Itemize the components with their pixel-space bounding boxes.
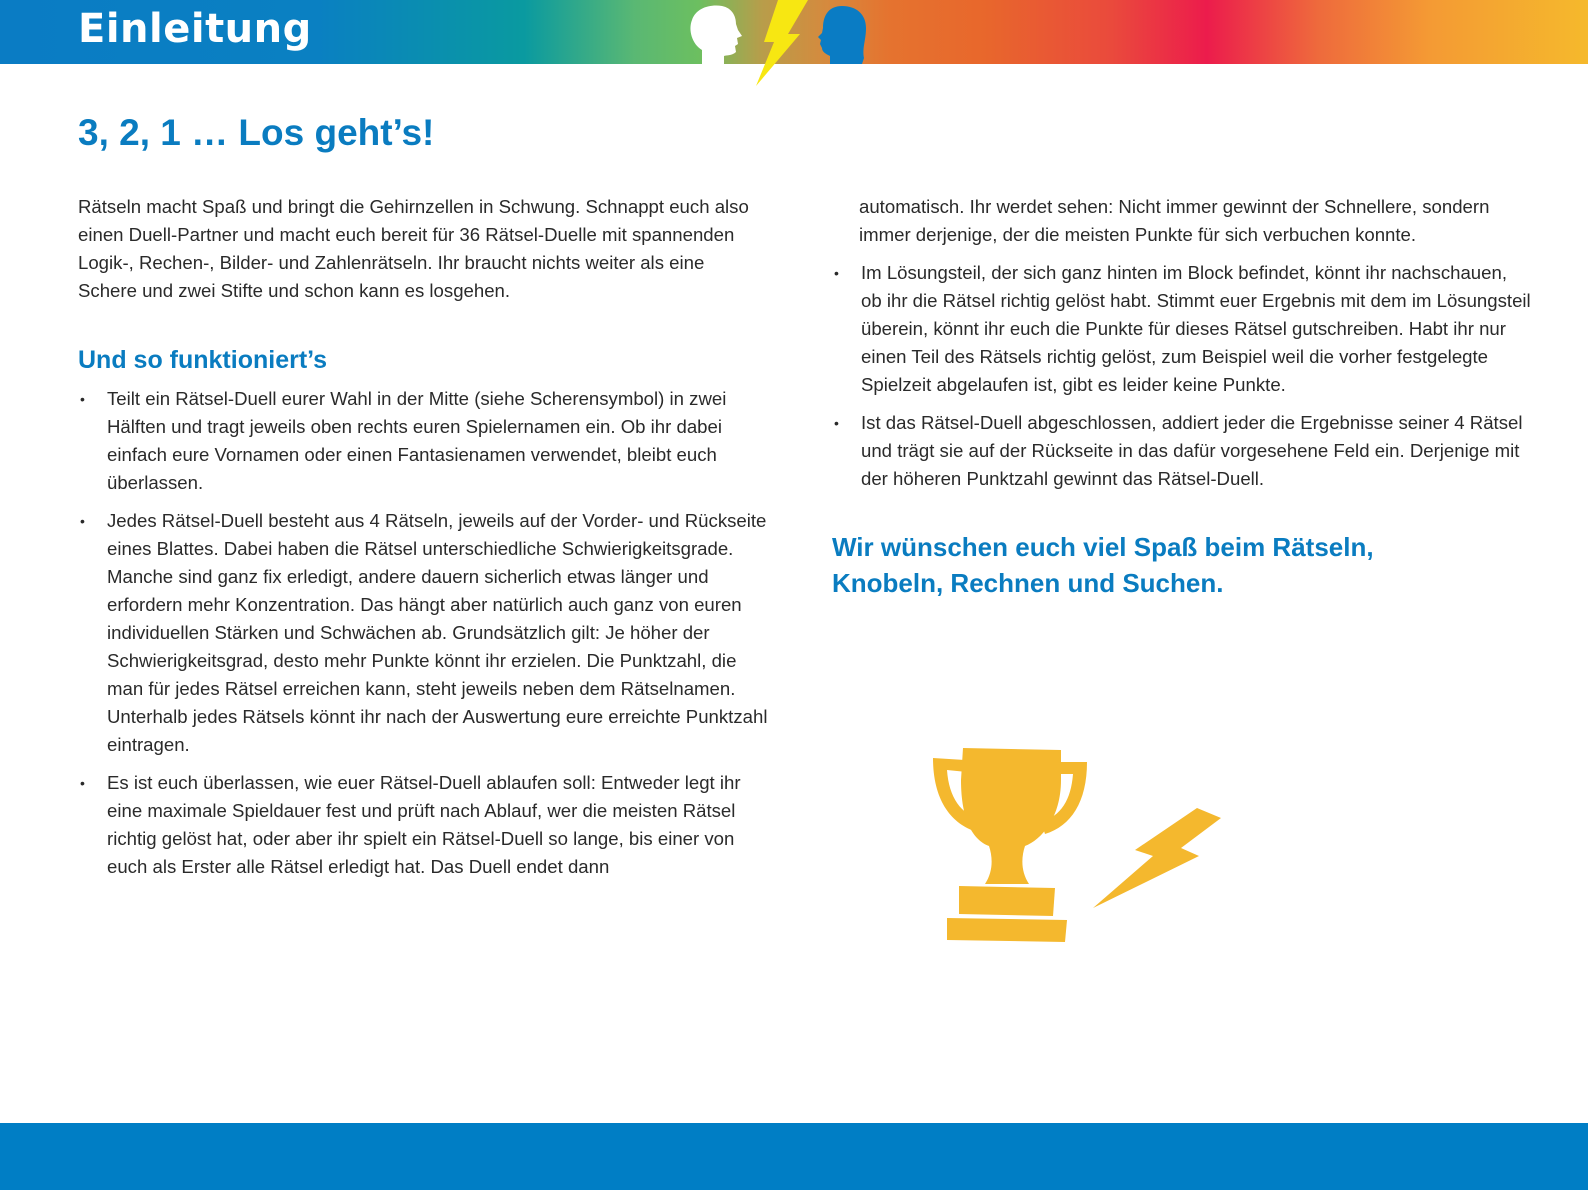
blue-head-silhouette-icon bbox=[818, 6, 866, 64]
list-item-text: Es ist euch überlassen, wie euer Rätsel-Duell ablaufen soll: Entweder legt ihr eine maximale Spieldauer fest und prüft nach Ablauf, wer die meisten Rätsel richtig gelöst hat, oder aber ihr spielt ein Rätsel-Duell so lange, bis einer von euch als Erster alle Rätsel erledigt hat. Das Duell endet dann bbox=[107, 772, 741, 877]
closing-line-1: Wir wünschen euch viel Spaß beim Rätseln, bbox=[832, 532, 1374, 562]
bullet-icon: • bbox=[80, 775, 85, 791]
left-column bbox=[78, 193, 768, 891]
yellow-lightning-bolt-icon bbox=[756, 0, 808, 86]
list-item bbox=[78, 507, 768, 759]
closing-message bbox=[832, 529, 1532, 601]
rules-list bbox=[78, 385, 768, 881]
bullet-icon: • bbox=[80, 513, 85, 529]
list-item-text: Jedes Rätsel-Duell besteht aus 4 Rätseln, jeweils auf der Vorder- und Rückseite eines Blattes. Dabei haben die Rätsel unterschiedliche Schwierigkeitsgrade. Manche sind ganz fix erledigt, andere dauern sicherlich etwas länger und erfordern mehr Konzentration. Das hängt aber natürlich auch ganz von euren individuellen Stärken und Schwächen ab. Grundsätzlich gilt: Je höher der Schwierigkeitsgrad, desto mehr Punkte könnt ihr erzielen. Die Punktzahl, die man für jedes Rätsel erreichen kann, steht jeweils neben dem Rätselnamen. Unterhalb jedes Rätsels könnt ihr nach der Auswertung eure erreichte Punktzahl eintragen. bbox=[107, 510, 768, 755]
list-item bbox=[832, 409, 1532, 493]
rules-list-continued bbox=[832, 259, 1532, 493]
lightning-bolt-icon bbox=[1093, 808, 1221, 908]
page-title: 3, 2, 1 … Los geht’s! bbox=[78, 112, 435, 153]
section-title: Einleitung bbox=[78, 6, 312, 52]
list-item-text: Teilt ein Rätsel-Duell eurer Wahl in der Mitte (siehe Scherensymbol) in zwei Hälften und tragt jeweils oben rechts euren Spielernamen ein. Ob ihr dabei einfach eure Vornamen oder einen Fantasienamen verwendet, bleibt euch überlassen. bbox=[107, 388, 727, 493]
bullet-icon: • bbox=[834, 265, 839, 281]
list-item bbox=[78, 769, 768, 881]
footer-band bbox=[0, 1123, 1588, 1190]
trophy-illustration bbox=[925, 740, 1245, 950]
white-head-silhouette-icon bbox=[690, 6, 742, 64]
list-item-continuation: automatisch. Ihr werdet sehen: Nicht immer gewinnt der Schnellere, sondern immer derjenige, der die meisten Punkte für sich verbuchen konnte. bbox=[859, 196, 1490, 245]
bullet-icon: • bbox=[834, 415, 839, 431]
trophy-icon bbox=[933, 748, 1087, 942]
list-item-text: Im Lösungsteil, der sich ganz hinten im Block befindet, könnt ihr nachschauen, ob ihr die Rätsel richtig gelöst habt. Stimmt euer Ergebnis mit dem im Lösungsteil überein, könnt ihr euch die Punkte für dieses Rätsel gutschreiben. Habt ihr nur einen Teil des Rätsels richtig gelöst, zum Beispiel weil die vorher festgelegte Spielzeit abgelaufen ist, gibt es leider keine Punkte. bbox=[861, 262, 1531, 395]
how-it-works-heading: Und so funktioniert’s bbox=[78, 346, 328, 374]
list-item bbox=[78, 385, 768, 497]
duel-heads-graphic bbox=[680, 0, 900, 90]
right-column bbox=[832, 193, 1532, 601]
closing-line-2: Knobeln, Rechnen und Suchen. bbox=[832, 568, 1224, 598]
list-item-text: Ist das Rätsel-Duell abgeschlossen, addiert jeder die Ergebnisse seiner 4 Rätsel und trägt sie auf der Rückseite in das dafür vorgesehene Feld ein. Derjenige mit der höheren Punktzahl gewinnt das Rätsel-Duell. bbox=[861, 412, 1523, 489]
list-item bbox=[832, 259, 1532, 399]
bullet-icon: • bbox=[80, 391, 85, 407]
intro-paragraph: Rätseln macht Spaß und bringt die Gehirnzellen in Schwung. Schnappt euch also einen Duell-Partner und macht euch bereit für 36 Rätsel-Duelle mit spannenden Logik-, Rechen-, Bilder- und Zahlenrätseln. Ihr braucht nichts weiter als eine Schere und zwei Stifte und schon kann es losgehen. bbox=[78, 196, 749, 301]
